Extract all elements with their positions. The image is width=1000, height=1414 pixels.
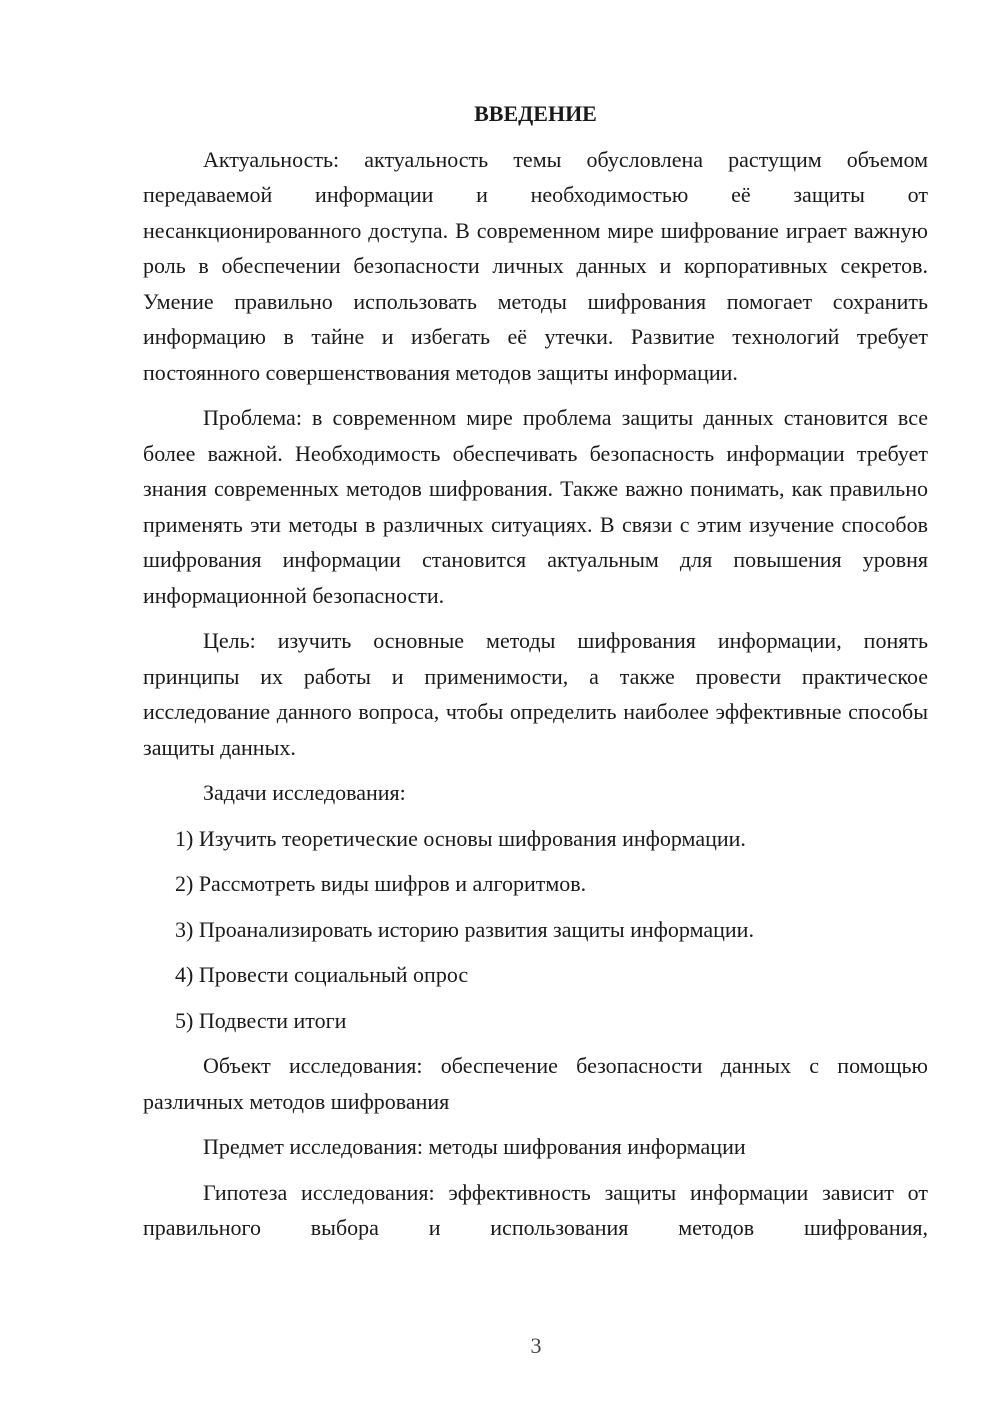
subject-paragraph: Предмет исследования: методы шифрования информации: [203, 1134, 746, 1159]
hypothesis-paragraph: Гипотеза исследования: эффективность защиты информации зависит от правильного выбора и использования методов шифрования,: [143, 1179, 928, 1240]
goal-paragraph: Цель: изучить основные методы шифрования информации, понять принципы их работы и применимости, а также провести практическое исследование данного вопроса, чтобы определить наиболее эффективные способы защиты данных.: [143, 628, 928, 760]
tasks-heading: Задачи исследования:: [203, 780, 406, 805]
section-title: ВВЕДЕНИЕ: [474, 101, 597, 126]
task-item: 1) Изучить теоретические основы шифрования информации.: [175, 825, 746, 851]
problem-paragraph: Проблема: в современном мире проблема защиты данных становится все более важной. Необходимость обеспечивать безопасность информации требует знания современных методов шифрования. Также важно понимать, как правильно применять эти методы в различных ситуациях. В связи с этим изучение способов шифрования информации становится актуальным для повышения уровня информационной безопасности.: [143, 405, 928, 608]
task-item: 4) Провести социальный опрос: [175, 962, 469, 987]
relevance-paragraph: Актуальность: актуальность темы обусловлена растущим объемом передаваемой информации и необходимостью её защиты от несанкционированного доступа. В современном мире шифрование играет важную роль в обеспечении безопасности личных данных и корпоративных секретов. Умение правильно использовать методы шифрования помогает сохранить информацию в тайне и избегать её утечки. Развитие технологий требует постоянного совершенствования методов защиты информации.: [143, 146, 928, 385]
page-content: [143, 96, 928, 1246]
task-item: 5) Подвести итоги: [175, 1007, 347, 1033]
object-paragraph: Объект исследования: обеспечение безопасности данных с помощью различных методов шифрования: [143, 1053, 928, 1114]
task-item: 2) Рассмотреть виды шифров и алгоритмов.: [175, 871, 587, 896]
task-item: 3) Проанализировать историю развития защиты информации.: [175, 916, 754, 942]
page-number: 3: [530, 1333, 542, 1358]
